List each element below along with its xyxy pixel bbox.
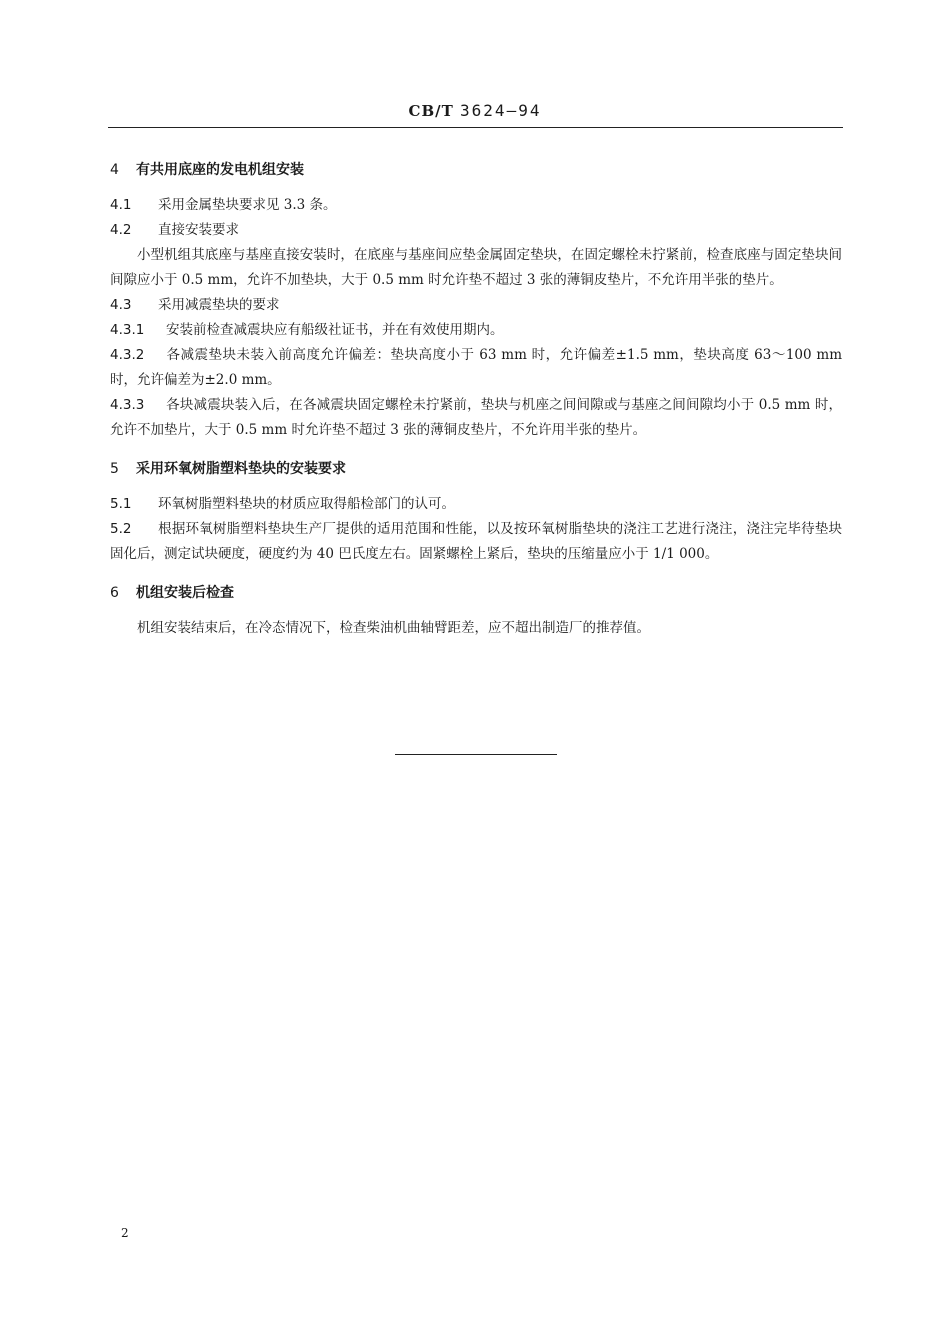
- section-6-heading: [110, 581, 842, 606]
- standard-number: 3624—94: [460, 101, 542, 120]
- section-6-paragraph: 机组安装结束后，在冷态情况下，检查柴油机曲轴臂距差，应不超出制造厂的推荐值。: [137, 620, 650, 636]
- clause-text: 各减震垫块未装入前高度允许偏差：垫块高度小于 63 mm 时，允许偏差±1.5 mm，垫块高度 63～100 mm 时，允许偏差为±2.0 mm。: [110, 347, 842, 388]
- clause-text: 采用减震垫块的要求: [158, 297, 280, 313]
- clause-number: 4.3.1: [110, 322, 145, 338]
- section-number: 5: [110, 461, 119, 477]
- section-5-heading: [110, 457, 842, 482]
- clause-text: 各块减震块装入后，在各减震块固定螺栓未拧紧前，垫块与机座之间间隙或与基座之间间隙均小于 0.5 mm 时，允许不加垫片，大于 0.5 mm 时允许垫不超过 3 张的薄铜皮垫片，不允许用半张的垫片。: [110, 397, 842, 438]
- clause-text: 环氧树脂塑料垫块的材质应取得船检部门的认可。: [158, 496, 455, 512]
- section-number: 6: [110, 585, 119, 601]
- standard-prefix: CB/T: [408, 102, 454, 120]
- clause-5-1: [110, 492, 842, 517]
- clause-number: 4.3.2: [110, 347, 145, 363]
- clause-4-3-2: [110, 343, 842, 393]
- clause-4-3-3: [110, 393, 842, 443]
- clause-number: 4.1: [110, 197, 132, 213]
- header-rule: [108, 127, 843, 128]
- clause-4-2-paragraph: 小型机组其底座与基座直接安装时，在底座与基座间应垫金属固定垫块，在固定螺栓未拧紧前，检查底座与固定垫块间间隙应小于 0.5 mm，允许不加垫块，大于 0.5 mm 时允许垫不超过 3 张的薄铜皮垫片，不允许用半张的垫片。: [110, 247, 842, 288]
- clause-4-3-1: [110, 318, 842, 343]
- page-number: 2: [121, 1226, 129, 1240]
- clause-5-2: [110, 517, 842, 567]
- clause-4-2: [110, 218, 842, 243]
- clause-number: 4.3: [110, 297, 132, 313]
- clause-4-3: [110, 293, 842, 318]
- clause-text: 直接安装要求: [158, 222, 239, 238]
- clause-text: 采用金属垫块要求见 3.3 条。: [158, 197, 337, 213]
- section-title: 机组安装后检查: [136, 585, 234, 601]
- clause-text: 根据环氧树脂塑料垫块生产厂提供的适用范围和性能，以及按环氧树脂垫块的浇注工艺进行浇注，浇注完毕待垫块固化后，测定试块硬度，硬度约为 40 巴氏度左右。固紧螺栓上紧后，垫块的压缩量应小于 1/1 000。: [110, 521, 842, 562]
- clause-text: 安装前检查减震块应有船级社证书，并在有效使用期内。: [166, 322, 504, 338]
- section-title: 采用环氧树脂塑料垫块的安装要求: [136, 461, 346, 477]
- clause-number: 5.2: [110, 521, 132, 537]
- clause-number: 4.2: [110, 222, 132, 238]
- standard-code: [0, 101, 950, 120]
- section-number: 4: [110, 162, 119, 178]
- end-of-text-rule: [395, 754, 557, 755]
- clause-number: 4.3.3: [110, 397, 145, 413]
- section-4-heading: [110, 158, 842, 183]
- section-title: 有共用底座的发电机组安装: [136, 162, 304, 178]
- clause-4-1: [110, 193, 842, 218]
- document-body: [110, 158, 842, 641]
- clause-number: 5.1: [110, 496, 132, 512]
